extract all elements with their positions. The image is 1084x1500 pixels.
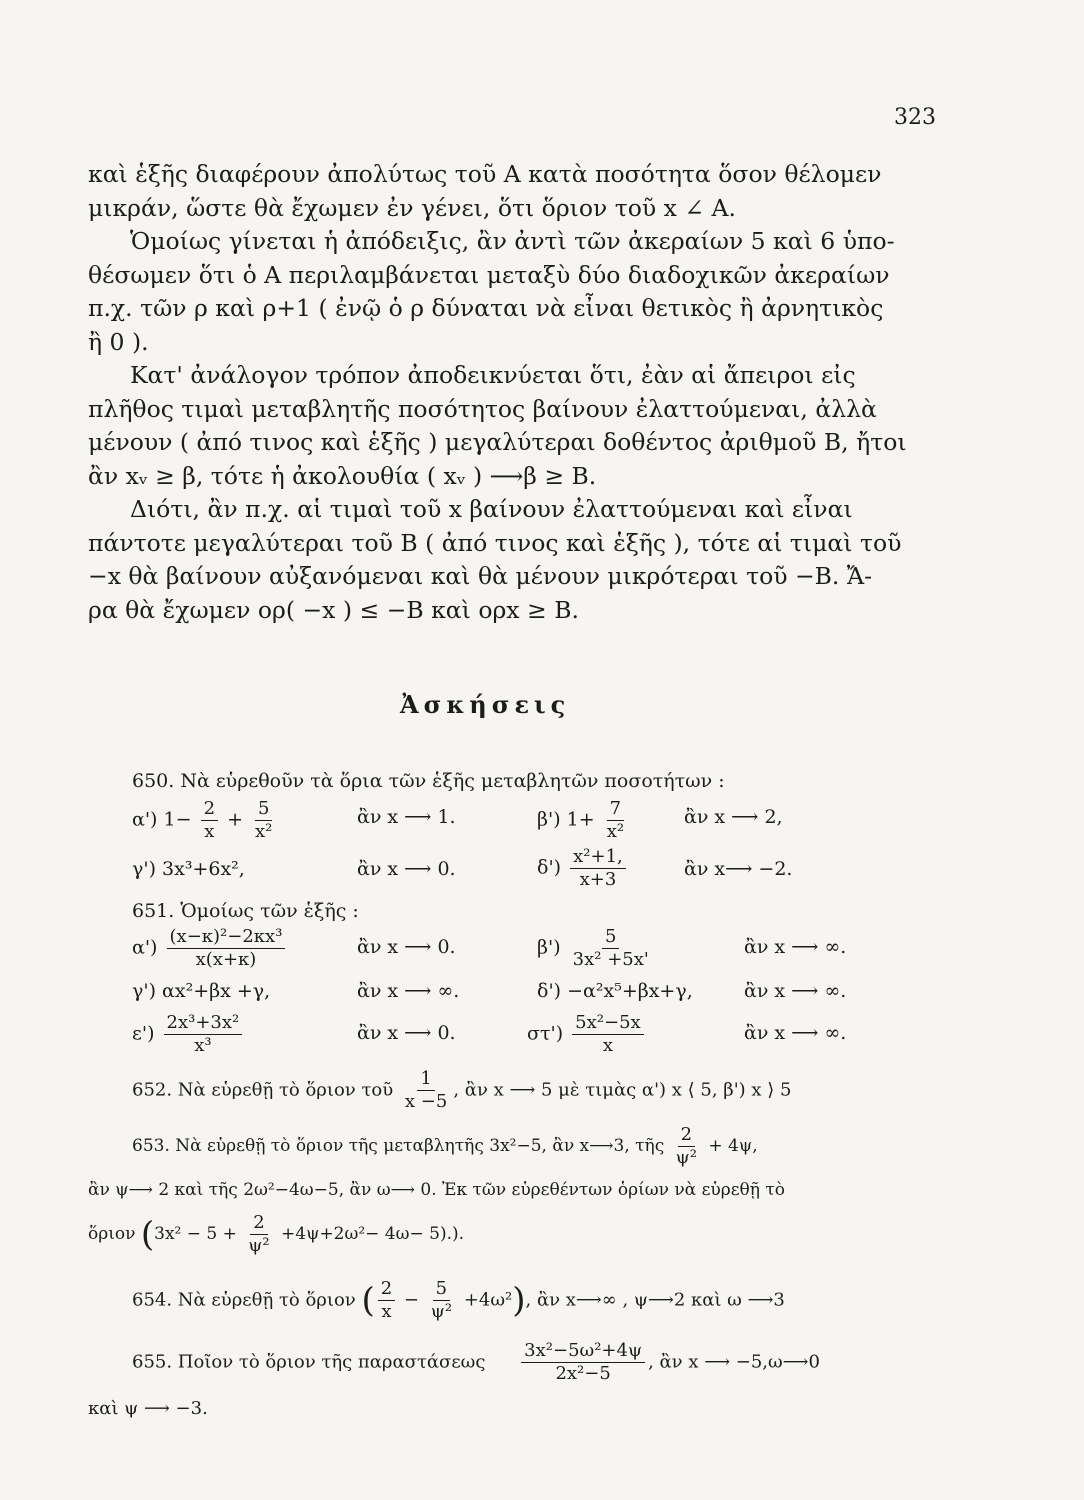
exercise-651-f: στ') $\frac{\text{5x²−5x}}{x}$	[527, 1012, 647, 1057]
exercise-655: 655. Ποῖον τὸ ὅριον τῆς παραστάσεως $\frac{\text{3x²−5ω²+4ψ}}{\text{2x²−5}}$ , ἂν x ⟶ −5,ω⟶0	[132, 1340, 820, 1384]
exercise-651-e-cond: ἂν x ⟶ 0.	[357, 1022, 456, 1044]
text-line: π.χ. τῶν ρ καὶ ρ+1 ( ἐνῷ ὁ ρ δύναται νὰ εἶναι θετικὸς ἢ ἀρνητικὸς	[88, 294, 884, 322]
text-line: Διότι, ἂν π.χ. αἱ τιμαὶ τοῦ x βαίνουν ἐλαττούμεναι καὶ εἶναι	[130, 495, 853, 523]
exercise-650-b-cond: ἂν x ⟶ 2,	[684, 806, 783, 828]
exercise-651-row2	[132, 976, 942, 1010]
page-number: 323	[894, 105, 936, 130]
text-line: ρα θὰ ἔχωμεν ορ( −x ) ≤ −B καὶ ορx ≥ B.	[88, 595, 579, 624]
exercise-650-d-cond: ἂν x⟶ −2.	[684, 858, 793, 880]
exercise-653-line2: ἂν ψ⟶ 2 καὶ τῆς 2ω²−4ω−5, ἂν ω⟶ 0. Ἐκ τῶν εὑρεθέντων ὁρίων νὰ εὑρεθῇ τὸ	[88, 1180, 785, 1200]
exercise-650-d: δ') $\frac{\text{x²+1,}}{x+3}$	[537, 846, 629, 891]
text-line: Κατ' ἀνάλογον τρόπον ἀποδεικνύεται ὅτι, ἐὰν αἱ ἄπειροι εἰς	[130, 361, 856, 389]
exercise-651-e: ε') $\frac{\text{2x³+3x²}}{\text{x³}}$	[132, 1012, 245, 1057]
exercise-650-b: β') 1+ $\frac{7}{\text{x²}}$	[537, 798, 625, 842]
exercise-650-c: γ') 3x³+6x²,	[132, 858, 245, 880]
exercise-651-f-cond: ἂν x ⟶ ∞.	[744, 1022, 847, 1044]
exercise-655-line2: καὶ ψ ⟶ −3.	[88, 1398, 208, 1419]
exercise-651-d: δ') −α²x⁵+βx+γ,	[537, 980, 693, 1002]
text-line: θέσωμεν ὅτι ὁ A περιλαμβάνεται μεταξὺ δύο διαδοχικῶν ἀκεραίων	[88, 260, 890, 289]
text-line: −x θὰ βαίνουν αὐξανόμεναι καὶ θὰ μένουν μικρότεραι τοῦ −B. Ἄ-	[88, 562, 873, 590]
exercise-651-c: γ') αx²+βx +γ,	[132, 980, 271, 1002]
exercises	[88, 768, 942, 1426]
exercise-651-row3	[132, 1010, 942, 1062]
text-line: Ὁμοίως γίνεται ἡ ἀπόδειξις, ἂν ἀντὶ τῶν ἀκεραίων 5 καὶ 6 ὑπο-	[130, 227, 895, 255]
text-line: μένουν ( ἀπό τινος καὶ ἑξῆς ) μεγαλύτεραι δοθέντος ἀριθμοῦ B, ἤτοι	[88, 428, 907, 456]
exercise-652: 652. Νὰ εὑρεθῇ τὸ ὅριον τοῦ $\frac{1}{x -5}$ , ἂν x ⟶ 5 μὲ τιμὰς α') x ⟨ 5, β') x ⟩ 5	[132, 1068, 792, 1112]
exercise-653-line3: ὅριον (3x² − 5 + $\frac{2}{\text{ψ²}}$ +4ψ+2ω²− 4ω− 5).).	[88, 1212, 465, 1256]
text-line: μικράν, ὥστε θὰ ἔχωμεν ἐν γένει, ὅτι ὅριον τοῦ x ∠ A.	[88, 193, 736, 222]
text-line: πλῆθος τιμαὶ μεταβλητῆς ποσότητος βαίνουν ἐλαττούμεναι, ἀλλὰ	[88, 394, 877, 423]
exercise-651-d-cond: ἂν x ⟶ ∞.	[744, 980, 847, 1002]
exercise-651-b: β') $\frac{5}{\text{3x² +5x'}}$	[537, 926, 649, 970]
exercise-651-b-cond: ἂν x ⟶ ∞.	[744, 936, 847, 958]
exercise-650-a: α') 1− $\frac{2}{x}$ + $\frac{5}{\text{x²}}$	[132, 798, 273, 842]
exercise-650-c-cond: ἂν x ⟶ 0.	[357, 858, 456, 880]
text-line: πάντοτε μεγαλύτεραι τοῦ B ( ἀπό τινος καὶ ἑξῆς ), τότε αἱ τιμαὶ τοῦ	[88, 528, 902, 557]
exercise-651-c-cond: ἂν x ⟶ ∞.	[357, 980, 460, 1002]
exercise-653: 653. Νὰ εὑρεθῇ τὸ ὅριον τῆς μεταβλητῆς 3x²−5, ἂν x⟶3, τῆς $\frac{2}{\text{ψ²}}$ + 4ψ,	[132, 1124, 758, 1168]
text-line: ἂν xᵥ ≥ β, τότε ἡ ἀκολουθία ( xᵥ ) ⟶β ≥ B.	[88, 461, 597, 490]
text-line: ἢ 0 ).	[88, 327, 149, 356]
exercise-650-row2	[132, 846, 942, 898]
exercise-651-row1	[132, 924, 942, 976]
exercise-651-a-cond: ἂν x ⟶ 0.	[357, 936, 456, 958]
main-text	[88, 158, 936, 627]
exercise-651-intro: 651. Ὁμοίως τῶν ἑξῆς :	[132, 900, 359, 922]
exercise-651-a: α') $\frac{\text{(x−κ)²−2κx³}}{x(x+\kappa)}$	[132, 926, 288, 971]
exercise-650-row1	[132, 794, 942, 846]
exercises-heading: Ἀσκήσεις	[400, 690, 571, 719]
text-line: καὶ ἑξῆς διαφέρουν ἀπολύτως τοῦ A κατὰ ποσότητα ὅσον θέλομεν	[88, 160, 882, 188]
exercise-650-intro: 650. Νὰ εὑρεθοῦν τὰ ὅρια τῶν ἑξῆς μεταβλητῶν ποσοτήτων :	[132, 770, 725, 792]
exercise-654: 654. Νὰ εὑρεθῇ τὸ ὅριον ( $\frac{2}{x}$ − $\frac{5}{\text{ψ²}}$ +4ω²), ἂν x⟶∞ , ψ⟶2 καὶ ω ⟶3	[132, 1278, 785, 1322]
exercise-650-a-cond: ἂν x ⟶ 1.	[357, 806, 456, 828]
